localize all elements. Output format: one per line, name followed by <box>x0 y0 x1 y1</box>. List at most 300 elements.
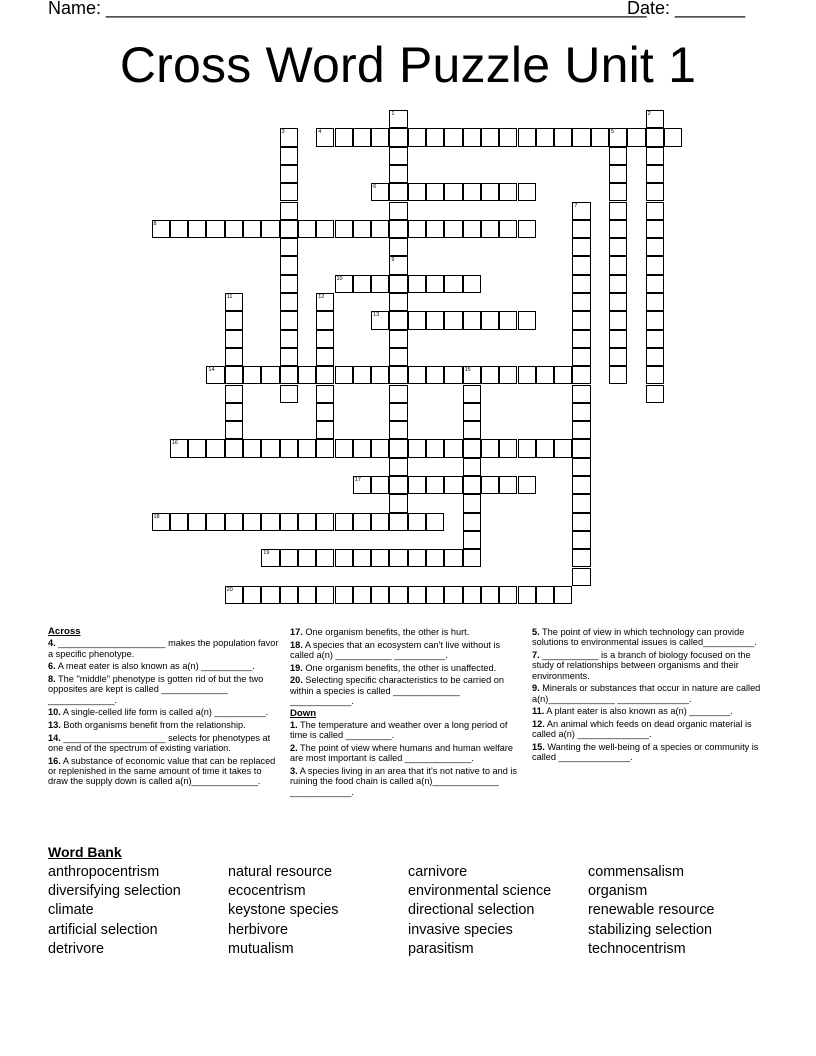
crossword-cell[interactable] <box>463 439 481 457</box>
crossword-cell[interactable] <box>280 220 298 238</box>
clues-column-middle <box>290 627 520 799</box>
crossword-cell[interactable] <box>609 147 627 165</box>
crossword-cell[interactable] <box>572 220 590 238</box>
crossword-cell[interactable] <box>536 128 554 146</box>
crossword-cell[interactable] <box>188 513 206 531</box>
clue <box>532 683 764 704</box>
crossword-cell[interactable] <box>499 311 517 329</box>
crossword-cell[interactable] <box>572 293 590 311</box>
crossword-cell[interactable] <box>280 183 298 201</box>
crossword-cell[interactable] <box>463 183 481 201</box>
crossword-cell[interactable] <box>298 366 316 384</box>
crossword-cell[interactable] <box>389 238 407 256</box>
crossword-cell[interactable] <box>426 513 444 531</box>
crossword-cell[interactable] <box>609 220 627 238</box>
crossword-cell[interactable] <box>225 220 243 238</box>
crossword-cell[interactable] <box>389 421 407 439</box>
crossword-cell[interactable] <box>572 238 590 256</box>
clue-text: A species living in an area that it's not native to and is ruining the food chain is called a(n)_____________ ____________. <box>290 766 517 797</box>
crossword-cell[interactable] <box>518 439 536 457</box>
crossword-cell[interactable] <box>408 311 426 329</box>
crossword-cell[interactable] <box>335 366 353 384</box>
crossword-cell[interactable] <box>280 439 298 457</box>
crossword-cell[interactable] <box>499 128 517 146</box>
crossword-cell[interactable] <box>572 330 590 348</box>
clue-number-label: 3. <box>290 766 298 776</box>
crossword-cell[interactable] <box>572 275 590 293</box>
crossword-cell[interactable] <box>206 220 224 238</box>
crossword-cell[interactable] <box>280 348 298 366</box>
crossword-cell[interactable] <box>389 476 407 494</box>
crossword-cell[interactable] <box>444 439 462 457</box>
crossword-cell[interactable] <box>280 586 298 604</box>
crossword-cell[interactable] <box>609 128 627 146</box>
crossword-cell[interactable] <box>316 348 334 366</box>
crossword-cell[interactable] <box>463 128 481 146</box>
crossword-cell[interactable] <box>646 348 664 366</box>
crossword-cell[interactable] <box>280 128 298 146</box>
word-bank-entry: commensalism <box>588 864 684 880</box>
crossword-cell[interactable] <box>243 366 261 384</box>
crossword-cell[interactable] <box>298 439 316 457</box>
clue-number-label: 7. <box>532 650 540 660</box>
crossword-cell[interactable] <box>298 549 316 567</box>
crossword-cell[interactable] <box>499 439 517 457</box>
clue-text: The temperature and weather over a long period of time is called _________. <box>290 720 508 741</box>
crossword-cell[interactable] <box>353 366 371 384</box>
crossword-cell[interactable] <box>554 128 572 146</box>
crossword-cell[interactable] <box>572 366 590 384</box>
crossword-cell[interactable] <box>261 439 279 457</box>
crossword-cell[interactable] <box>609 348 627 366</box>
crossword-cell[interactable] <box>463 458 481 476</box>
crossword-cell[interactable] <box>518 311 536 329</box>
crossword-cell[interactable] <box>463 421 481 439</box>
crossword-cell[interactable] <box>371 183 389 201</box>
crossword-cell[interactable] <box>316 513 334 531</box>
crossword-cell[interactable] <box>646 220 664 238</box>
crossword-cell[interactable] <box>335 439 353 457</box>
crossword-cell[interactable] <box>408 128 426 146</box>
crossword-cell[interactable] <box>316 586 334 604</box>
crossword-cell[interactable] <box>225 513 243 531</box>
clue-text: ____________________ selects for phenotypes at one end of the spectrum of existing variation. <box>48 732 271 753</box>
crossword-cell[interactable] <box>609 202 627 220</box>
clue <box>532 627 764 648</box>
crossword-cell[interactable] <box>389 147 407 165</box>
crossword-cell[interactable] <box>389 165 407 183</box>
crossword-cell[interactable] <box>389 549 407 567</box>
crossword-cell[interactable] <box>261 366 279 384</box>
crossword-cell[interactable] <box>152 220 170 238</box>
crossword-cell[interactable] <box>225 421 243 439</box>
crossword-cell[interactable] <box>389 220 407 238</box>
crossword-cell[interactable] <box>261 513 279 531</box>
crossword-cell[interactable] <box>280 330 298 348</box>
crossword-cell[interactable] <box>316 293 334 311</box>
crossword-cell[interactable] <box>353 275 371 293</box>
clue-text: One organism benefits, the other is unaffected. <box>302 662 497 673</box>
crossword-cell[interactable] <box>389 403 407 421</box>
crossword-cell[interactable] <box>646 256 664 274</box>
crossword-cell[interactable] <box>518 476 536 494</box>
clue-text: A single-celled life form is called a(n) __________. <box>60 707 269 718</box>
crossword-cell[interactable] <box>243 513 261 531</box>
crossword-cell[interactable] <box>408 366 426 384</box>
crossword-cell[interactable] <box>389 348 407 366</box>
word-bank-entry: renewable resource <box>588 902 715 919</box>
crossword-cell[interactable] <box>298 220 316 238</box>
crossword-cell[interactable] <box>280 385 298 403</box>
crossword-cell[interactable] <box>371 128 389 146</box>
crossword-cell[interactable] <box>298 513 316 531</box>
crossword-cell[interactable] <box>371 439 389 457</box>
crossword-cell[interactable] <box>518 128 536 146</box>
crossword-cell[interactable] <box>225 293 243 311</box>
across-heading: Across <box>48 626 81 637</box>
crossword-cell[interactable] <box>572 202 590 220</box>
crossword-cell[interactable] <box>572 421 590 439</box>
crossword-cell[interactable] <box>518 183 536 201</box>
crossword-cell[interactable] <box>335 220 353 238</box>
crossword-cell[interactable] <box>261 220 279 238</box>
crossword-cell[interactable] <box>463 476 481 494</box>
crossword-cell[interactable] <box>646 128 664 146</box>
crossword-cell[interactable] <box>261 586 279 604</box>
crossword-cell[interactable] <box>627 128 645 146</box>
crossword-cell[interactable] <box>481 311 499 329</box>
crossword-cell[interactable] <box>481 439 499 457</box>
crossword-cell[interactable] <box>243 586 261 604</box>
crossword-cell[interactable] <box>572 494 590 512</box>
crossword-cell[interactable] <box>389 311 407 329</box>
crossword-cell[interactable] <box>335 513 353 531</box>
clue-number: 12 <box>318 294 325 300</box>
clue-text: _____________________ makes the population favor a specific phenotype. <box>48 638 279 659</box>
clue-number: 9 <box>391 257 395 264</box>
crossword-cell[interactable] <box>335 128 353 146</box>
crossword-cell[interactable] <box>371 549 389 567</box>
crossword-cell[interactable] <box>389 385 407 403</box>
crossword-cell[interactable] <box>572 439 590 457</box>
clue <box>290 720 520 741</box>
crossword-cell[interactable] <box>609 165 627 183</box>
crossword-cell[interactable] <box>170 220 188 238</box>
crossword-cell[interactable] <box>554 366 572 384</box>
crossword-cell[interactable] <box>389 275 407 293</box>
crossword-cell[interactable] <box>225 348 243 366</box>
crossword-cell[interactable] <box>225 366 243 384</box>
crossword-cell[interactable] <box>426 128 444 146</box>
clue <box>290 663 520 673</box>
clue-number: 8 <box>153 220 157 227</box>
crossword-cell[interactable] <box>426 549 444 567</box>
crossword-cell[interactable] <box>536 439 554 457</box>
crossword-cell[interactable] <box>206 366 224 384</box>
crossword-cell[interactable] <box>426 439 444 457</box>
crossword-cell[interactable] <box>609 311 627 329</box>
crossword-cell[interactable] <box>316 403 334 421</box>
crossword-cell[interactable] <box>646 238 664 256</box>
crossword-cell[interactable] <box>444 275 462 293</box>
crossword-cell[interactable] <box>389 513 407 531</box>
crossword-cell[interactable] <box>371 366 389 384</box>
crossword-cell[interactable] <box>572 403 590 421</box>
crossword-cell[interactable] <box>463 549 481 567</box>
crossword-cell[interactable] <box>353 439 371 457</box>
crossword-cell[interactable] <box>335 586 353 604</box>
crossword-cell[interactable] <box>316 128 334 146</box>
crossword-cell[interactable] <box>463 403 481 421</box>
crossword-cell[interactable] <box>646 202 664 220</box>
crossword-cell[interactable] <box>426 366 444 384</box>
clue <box>290 675 520 706</box>
crossword-cell[interactable] <box>280 549 298 567</box>
crossword-cell[interactable] <box>481 476 499 494</box>
crossword-cell[interactable] <box>609 330 627 348</box>
crossword-cell[interactable] <box>353 586 371 604</box>
crossword-cell[interactable] <box>536 586 554 604</box>
crossword-cell[interactable] <box>444 311 462 329</box>
crossword-cell[interactable] <box>646 385 664 403</box>
crossword-cell[interactable] <box>572 311 590 329</box>
clues-column-left <box>48 627 280 789</box>
crossword-cell[interactable] <box>444 220 462 238</box>
crossword-cell[interactable] <box>389 439 407 457</box>
crossword-cell[interactable] <box>389 183 407 201</box>
crossword-cell[interactable] <box>280 366 298 384</box>
crossword-cell[interactable] <box>499 366 517 384</box>
crossword-cell[interactable] <box>609 275 627 293</box>
crossword-cell[interactable] <box>225 385 243 403</box>
crossword-cell[interactable] <box>518 220 536 238</box>
crossword-cell[interactable] <box>426 311 444 329</box>
crossword-cell[interactable] <box>206 513 224 531</box>
crossword-cell[interactable] <box>225 330 243 348</box>
crossword-cell[interactable] <box>481 183 499 201</box>
crossword-cell[interactable] <box>646 165 664 183</box>
crossword-cell[interactable] <box>646 330 664 348</box>
crossword-cell[interactable] <box>371 311 389 329</box>
clue-text: A meat eater is also known as a(n) __________. <box>55 661 255 672</box>
clue-text: One organism benefits, the other is hurt. <box>302 627 470 637</box>
crossword-cell[interactable] <box>499 476 517 494</box>
crossword-cell[interactable] <box>444 549 462 567</box>
crossword-cell[interactable] <box>536 366 554 384</box>
crossword-cell[interactable] <box>225 439 243 457</box>
crossword-cell[interactable] <box>280 513 298 531</box>
crossword-cell[interactable] <box>298 586 316 604</box>
crossword-cell[interactable] <box>426 220 444 238</box>
crossword-cell[interactable] <box>646 183 664 201</box>
crossword-cell[interactable] <box>463 311 481 329</box>
crossword-cell[interactable] <box>371 220 389 238</box>
clue <box>290 743 520 764</box>
crossword-cell[interactable] <box>371 513 389 531</box>
crossword-cell[interactable] <box>518 366 536 384</box>
crossword-cell[interactable] <box>170 439 188 457</box>
crossword-cell[interactable] <box>335 275 353 293</box>
crossword-cell[interactable] <box>170 513 188 531</box>
crossword-cell[interactable] <box>408 513 426 531</box>
word-bank-entry: stabilizing selection <box>588 921 712 938</box>
clue-number: 17 <box>354 477 361 483</box>
crossword-cell[interactable] <box>444 183 462 201</box>
crossword-cell[interactable] <box>371 476 389 494</box>
crossword-cell[interactable] <box>426 275 444 293</box>
crossword-cell[interactable] <box>225 403 243 421</box>
crossword-cell[interactable] <box>316 549 334 567</box>
crossword-cell[interactable] <box>664 128 682 146</box>
crossword-cell[interactable] <box>646 311 664 329</box>
crossword-cell[interactable] <box>371 275 389 293</box>
crossword-cell[interactable] <box>499 586 517 604</box>
crossword-cell[interactable] <box>408 220 426 238</box>
crossword-cell[interactable] <box>426 183 444 201</box>
crossword-cell[interactable] <box>389 110 407 128</box>
crossword-cell[interactable] <box>609 293 627 311</box>
crossword-cell[interactable] <box>463 586 481 604</box>
crossword-cell[interactable] <box>389 586 407 604</box>
crossword-cell[interactable] <box>646 293 664 311</box>
crossword-cell[interactable] <box>353 476 371 494</box>
crossword-cell[interactable] <box>389 330 407 348</box>
crossword-cell[interactable] <box>463 494 481 512</box>
crossword-cell[interactable] <box>316 366 334 384</box>
crossword-cell[interactable] <box>225 311 243 329</box>
crossword-cell[interactable] <box>444 476 462 494</box>
crossword-cell[interactable] <box>572 385 590 403</box>
clue <box>48 674 280 705</box>
crossword-cell[interactable] <box>572 458 590 476</box>
crossword-cell[interactable] <box>280 202 298 220</box>
crossword-cell[interactable] <box>408 476 426 494</box>
crossword-cell[interactable] <box>463 366 481 384</box>
crossword-cell[interactable] <box>609 183 627 201</box>
crossword-cell[interactable] <box>554 586 572 604</box>
crossword-cell[interactable] <box>371 586 389 604</box>
crossword-cell[interactable] <box>280 165 298 183</box>
crossword-cell[interactable] <box>408 549 426 567</box>
crossword-cell[interactable] <box>353 549 371 567</box>
crossword-cell[interactable] <box>481 220 499 238</box>
crossword-cell[interactable] <box>389 458 407 476</box>
crossword-cell[interactable] <box>463 513 481 531</box>
crossword-cell[interactable] <box>408 439 426 457</box>
crossword-cell[interactable] <box>188 220 206 238</box>
word-bank-column-3 <box>408 863 551 959</box>
crossword-cell[interactable] <box>609 366 627 384</box>
crossword-cell[interactable] <box>646 366 664 384</box>
crossword-cell[interactable] <box>444 586 462 604</box>
word-bank-entry: technocentrism <box>588 940 686 957</box>
crossword-cell[interactable] <box>389 366 407 384</box>
crossword-cell[interactable] <box>389 256 407 274</box>
crossword-cell[interactable] <box>481 366 499 384</box>
crossword-cell[interactable] <box>316 330 334 348</box>
crossword-cell[interactable] <box>572 256 590 274</box>
crossword-cell[interactable] <box>591 128 609 146</box>
crossword-cell[interactable] <box>280 311 298 329</box>
crossword-cell[interactable] <box>646 110 664 128</box>
clue-number-label: 8. <box>48 674 56 684</box>
crossword-cell[interactable] <box>243 439 261 457</box>
crossword-cell[interactable] <box>389 128 407 146</box>
crossword-cell[interactable] <box>572 549 590 567</box>
crossword-cell[interactable] <box>609 256 627 274</box>
crossword-cell[interactable] <box>280 147 298 165</box>
crossword-cell[interactable] <box>280 238 298 256</box>
crossword-cell[interactable] <box>572 128 590 146</box>
crossword-cell[interactable] <box>280 293 298 311</box>
crossword-cell[interactable] <box>463 385 481 403</box>
crossword-cell[interactable] <box>481 586 499 604</box>
crossword-cell[interactable] <box>646 147 664 165</box>
crossword-cell[interactable] <box>463 531 481 549</box>
crossword-cell[interactable] <box>572 513 590 531</box>
crossword-cell[interactable] <box>389 202 407 220</box>
clue-text: The "middle" phenotype is gotten rid of but the two opposites are kept is called _____________ _____________. <box>48 674 264 705</box>
crossword-cell[interactable] <box>646 275 664 293</box>
crossword-cell[interactable] <box>426 476 444 494</box>
crossword-cell[interactable] <box>572 476 590 494</box>
clue-number: 1 <box>391 111 395 117</box>
crossword-cell[interactable] <box>261 549 279 567</box>
crossword-cell[interactable] <box>518 586 536 604</box>
crossword-cell[interactable] <box>316 421 334 439</box>
clue <box>290 766 520 797</box>
crossword-cell[interactable] <box>188 439 206 457</box>
crossword-cell[interactable] <box>206 439 224 457</box>
crossword-cell[interactable] <box>499 220 517 238</box>
crossword-cell[interactable] <box>572 348 590 366</box>
crossword-cell[interactable] <box>554 439 572 457</box>
crossword-cell[interactable] <box>389 293 407 311</box>
clue <box>48 756 280 787</box>
crossword-cell[interactable] <box>463 275 481 293</box>
clue-number-label: 13. <box>48 720 61 730</box>
crossword-cell[interactable] <box>316 220 334 238</box>
crossword-cell[interactable] <box>353 513 371 531</box>
crossword-cell[interactable] <box>316 311 334 329</box>
crossword-cell[interactable] <box>353 220 371 238</box>
crossword-cell[interactable] <box>408 586 426 604</box>
crossword-cell[interactable] <box>389 494 407 512</box>
crossword-cell[interactable] <box>444 128 462 146</box>
crossword-cell[interactable] <box>225 586 243 604</box>
crossword-cell[interactable] <box>426 586 444 604</box>
crossword-cell[interactable] <box>481 128 499 146</box>
crossword-cell[interactable] <box>335 549 353 567</box>
crossword-cell[interactable] <box>280 275 298 293</box>
crossword-cell[interactable] <box>609 238 627 256</box>
crossword-cell[interactable] <box>463 220 481 238</box>
crossword-cell[interactable] <box>243 220 261 238</box>
crossword-cell[interactable] <box>572 568 590 586</box>
crossword-cell[interactable] <box>152 513 170 531</box>
crossword-cell[interactable] <box>316 385 334 403</box>
clue-text: A species that an ecosystem can't live without is called a(n) ___________ __________. <box>290 639 501 660</box>
crossword-cell[interactable] <box>444 366 462 384</box>
crossword-cell[interactable] <box>280 256 298 274</box>
crossword-cell[interactable] <box>353 128 371 146</box>
clue-number-label: 18. <box>290 639 303 650</box>
crossword-cell[interactable] <box>499 183 517 201</box>
crossword-cell[interactable] <box>316 439 334 457</box>
crossword-cell[interactable] <box>408 183 426 201</box>
crossword-cell[interactable] <box>572 531 590 549</box>
crossword-cell[interactable] <box>408 275 426 293</box>
